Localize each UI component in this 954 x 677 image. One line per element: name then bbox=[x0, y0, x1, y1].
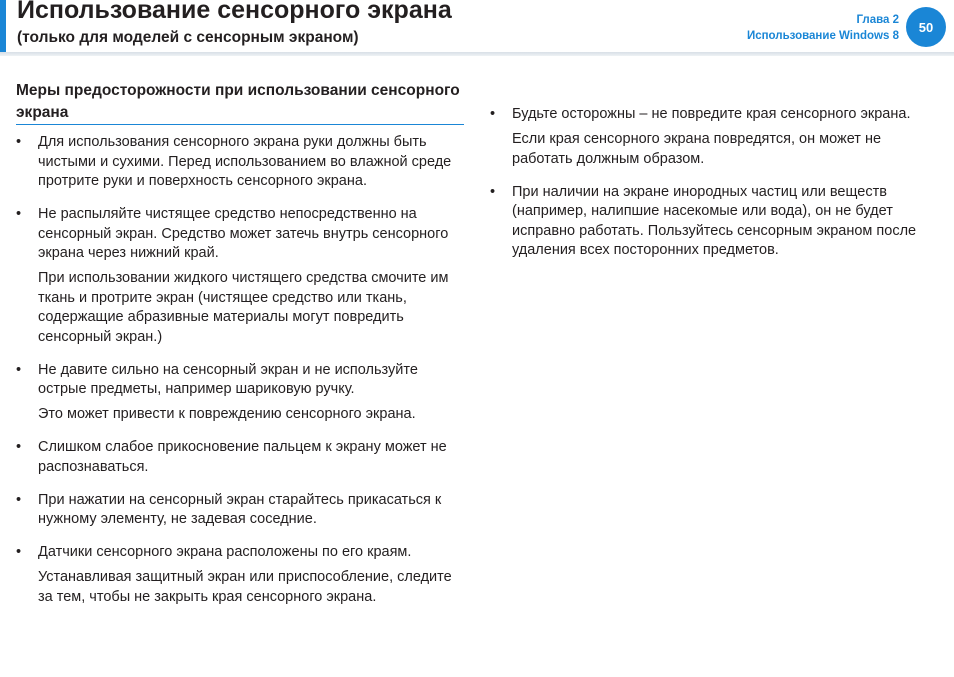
list-item bbox=[16, 361, 466, 425]
section-divider bbox=[16, 124, 464, 125]
chapter-title: Использование Windows 8 bbox=[746, 30, 899, 42]
list-item-text: Будьте осторожны – не повредите края сенсорного экрана. bbox=[512, 106, 911, 122]
list-item bbox=[490, 183, 942, 261]
chapter-info bbox=[747, 12, 899, 44]
list-item-text: Слишком слабое прикосновение пальцем к экрану может не распознаваться. bbox=[38, 439, 447, 475]
list-item bbox=[16, 543, 466, 607]
precautions-list-left bbox=[16, 133, 466, 607]
list-item bbox=[16, 438, 466, 477]
page-title: Использование сенсорного экрана bbox=[17, 0, 452, 24]
header-divider bbox=[0, 52, 954, 56]
list-item bbox=[490, 105, 942, 169]
list-item bbox=[16, 205, 466, 347]
bullet-icon: • bbox=[490, 183, 496, 200]
list-item-text: Это может привести к повреждению сенсорного экрана. bbox=[38, 406, 416, 422]
list-item-text: Если края сенсорного экрана повредятся, он может не работать должным образом. bbox=[512, 131, 882, 167]
bullet-icon: • bbox=[16, 134, 22, 150]
page-subtitle: (только для моделей с сенсорным экраном) bbox=[17, 29, 359, 46]
bullet-icon: • bbox=[16, 361, 22, 378]
list-item-text: Не распыляйте чистящее средство непосредственно на сенсорный экран. Средство может затечь внутрь сенсорного экрана через нижний край. bbox=[38, 206, 449, 261]
bullet-icon: • bbox=[490, 106, 496, 122]
list-item-text: Для использования сенсорного экрана руки должны быть чистыми и сухими. Перед использованием во влажной среде протрите руки и поверхность сенсорного экрана. bbox=[38, 134, 452, 189]
list-item bbox=[16, 133, 466, 192]
list-item-text: Устанавливая защитный экран или приспособление, следите за тем, чтобы не закрыть края сенсорного экрана. bbox=[38, 569, 452, 605]
bullet-icon: • bbox=[16, 439, 22, 455]
page-number-badge: 50 bbox=[906, 7, 946, 47]
left-column bbox=[16, 133, 466, 621]
right-column bbox=[490, 105, 942, 274]
list-item-text: При наличии на экране инородных частиц или веществ (например, налипшие насекомые или вода), он не будет исправно работать. Пользуйтесь сенсорным экраном после удаления всех посторонних предметов. bbox=[512, 183, 917, 258]
chapter-label: Глава 2 bbox=[856, 14, 899, 26]
list-item bbox=[16, 491, 466, 530]
precautions-list-right bbox=[490, 105, 942, 261]
list-item-text: При нажатии на сенсорный экран старайтесь прикасаться к нужному элементу, не задевая соседние. bbox=[38, 491, 442, 527]
header-accent-bar bbox=[0, 0, 6, 52]
bullet-icon: • bbox=[16, 491, 22, 508]
bullet-icon: • bbox=[16, 544, 22, 560]
list-item-text: Не давите сильно на сенсорный экран и не используйте острые предметы, например шариковую ручку. bbox=[38, 361, 418, 397]
section-heading: Меры предосторожности при использовании сенсорного экрана bbox=[16, 82, 460, 121]
bullet-icon: • bbox=[16, 206, 22, 222]
list-item-text: При использовании жидкого чистящего средства смочите им ткань и протрите экран (чистящее средство или ткань, содержащие абразивные материалы могут повредить сенсорный экран.) bbox=[38, 270, 449, 345]
list-item-text: Датчики сенсорного экрана расположены по его краям. bbox=[38, 544, 412, 560]
